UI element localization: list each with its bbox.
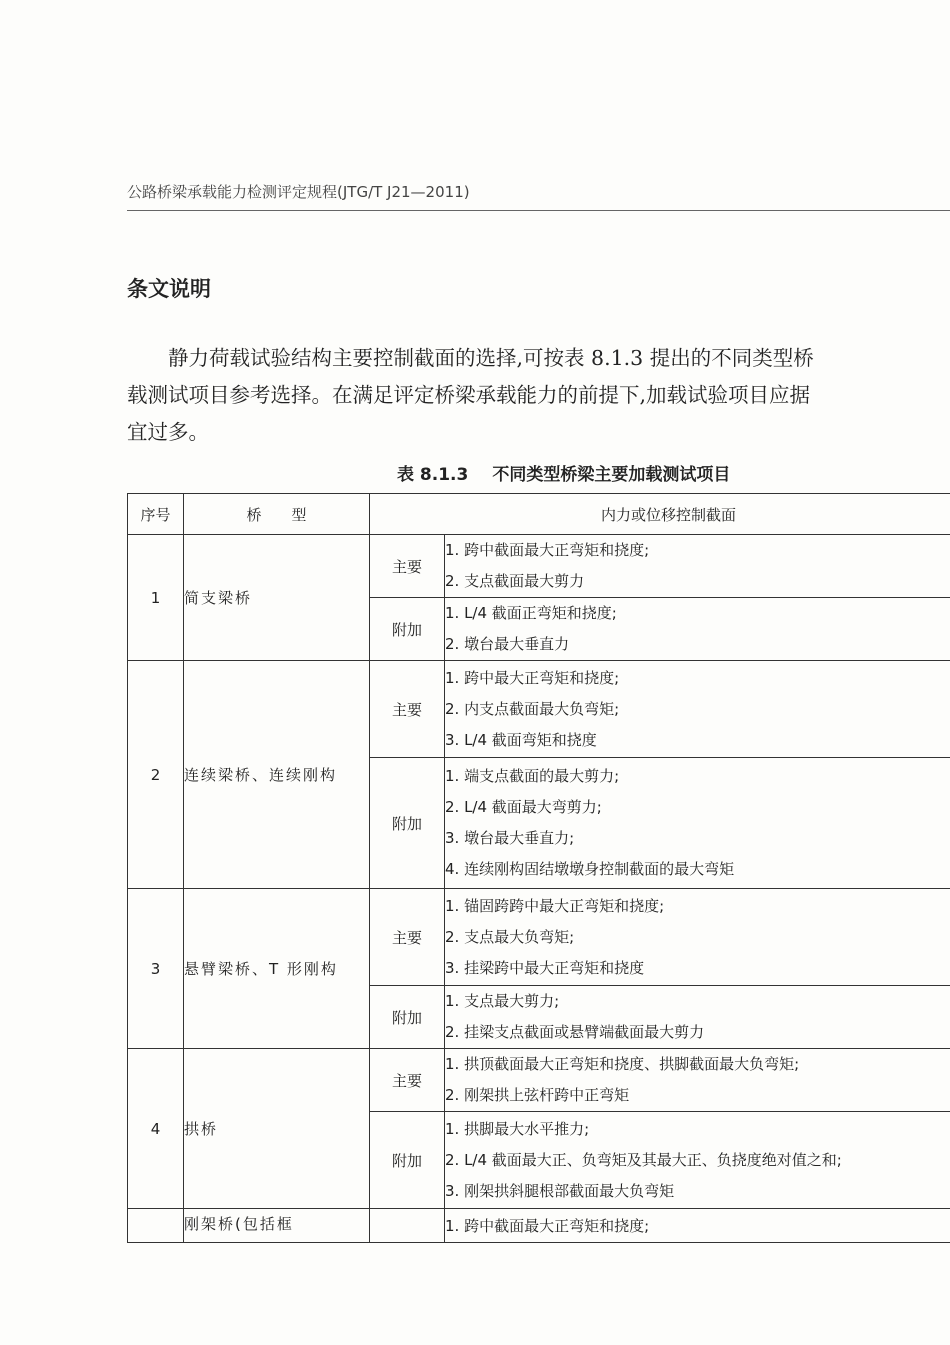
list-item: 2. 内支点截面最大负弯矩; <box>445 699 620 718</box>
list-item: 2. L/4 截面最大正、负弯矩及其最大正、负挠度绝对值之和; <box>445 1150 842 1169</box>
row-bridge-type: 简支梁桥 <box>184 535 370 661</box>
table-row <box>128 535 950 598</box>
table-number: 表 8.1.3 <box>397 465 469 485</box>
row-bridge-type: 刚架桥(包括框 <box>184 1209 370 1243</box>
row-main-label: 主要 <box>370 535 445 598</box>
list-item: 1. 跨中截面最大正弯矩和挠度; <box>445 1217 650 1235</box>
list-item: 1. 支点最大剪力; <box>445 992 560 1010</box>
row-bridge-type: 拱桥 <box>184 1049 370 1209</box>
row-bridge-type: 悬臂梁桥、T 形刚构 <box>184 889 370 1049</box>
body-line: 静力荷载试验结构主要控制截面的选择,可按表 8.1.3 提出的不同类型桥 <box>127 346 814 370</box>
row-main-label: 主要 <box>370 889 445 986</box>
load-test-items-table <box>127 493 950 1243</box>
table-row <box>128 661 950 758</box>
list-item: 1. 端支点截面的最大剪力; <box>445 767 620 785</box>
row-main-label: 主要 <box>370 1049 445 1112</box>
list-item: 1. 拱顶截面最大正弯矩和挠度、拱脚截面最大负弯矩; <box>445 1055 800 1073</box>
row-extra-items <box>445 598 950 661</box>
list-item: 1. 拱脚最大水平推力; <box>445 1119 590 1138</box>
list-item: 1. 跨中截面最大正弯矩和挠度; <box>445 541 650 559</box>
body-line: 宜过多。 <box>127 420 209 444</box>
list-item: 3. 挂梁跨中最大正弯矩和挠度 <box>445 958 645 977</box>
header-seq: 序号 <box>128 494 184 535</box>
table-row <box>128 1049 950 1112</box>
row-main-items <box>445 1049 950 1112</box>
header-type: 桥 型 <box>184 494 370 535</box>
row-main-items <box>445 889 950 986</box>
table-row <box>128 889 950 986</box>
table-caption <box>397 460 730 485</box>
row-seq <box>128 1209 184 1243</box>
list-item: 2. L/4 截面最大弯剪力; <box>445 798 602 816</box>
row-extra-items <box>445 986 950 1049</box>
list-item: 2. 刚架拱上弦杆跨中正弯矩 <box>445 1086 630 1104</box>
row-main-items <box>445 661 950 758</box>
row-main-label <box>370 1209 445 1243</box>
list-item: 2. 挂梁支点截面或悬臂端截面最大剪力 <box>445 1023 705 1041</box>
list-item: 1. L/4 截面正弯矩和挠度; <box>445 604 617 622</box>
list-item: 1. 锚固跨跨中最大正弯矩和挠度; <box>445 896 665 915</box>
row-extra-label: 附加 <box>370 986 445 1049</box>
row-main-label: 主要 <box>370 661 445 758</box>
header-sections: 内力或位移控制截面 <box>370 494 950 535</box>
list-item: 3. L/4 截面弯矩和挠度 <box>445 730 597 749</box>
row-main-items <box>445 535 950 598</box>
list-item: 3. 墩台最大垂直力; <box>445 829 575 847</box>
table-title: 不同类型桥梁主要加载测试项目 <box>492 465 731 485</box>
list-item: 2. 支点截面最大剪力 <box>445 572 585 590</box>
list-item: 1. 跨中最大正弯矩和挠度; <box>445 668 620 687</box>
list-item: 3. 刚架拱斜腿根部截面最大负弯矩 <box>445 1181 675 1200</box>
body-paragraph <box>127 340 950 451</box>
table-header-row <box>128 494 950 535</box>
row-seq: 4 <box>128 1049 184 1209</box>
list-item: 2. 支点最大负弯矩; <box>445 927 575 946</box>
row-extra-items <box>445 1112 950 1209</box>
row-bridge-type: 连续梁桥、连续刚构 <box>184 661 370 889</box>
row-seq: 2 <box>128 661 184 889</box>
row-extra-label: 附加 <box>370 758 445 889</box>
list-item: 4. 连续刚构固结墩墩身控制截面的最大弯矩 <box>445 860 735 878</box>
running-header: 公路桥梁承载能力检测评定规程(JTG/T J21—2011) <box>127 183 470 201</box>
row-main-items <box>445 1209 950 1243</box>
row-extra-items <box>445 758 950 889</box>
section-title: 条文说明 <box>127 277 211 301</box>
body-line: 载测试项目参考选择。在满足评定桥梁承载能力的前提下,加载试验项目应据 <box>127 383 811 407</box>
row-seq: 3 <box>128 889 184 1049</box>
row-extra-label: 附加 <box>370 1112 445 1209</box>
header-divider <box>127 210 950 211</box>
table-row <box>128 1209 950 1243</box>
row-extra-label: 附加 <box>370 598 445 661</box>
list-item: 2. 墩台最大垂直力 <box>445 635 570 653</box>
row-seq: 1 <box>128 535 184 661</box>
